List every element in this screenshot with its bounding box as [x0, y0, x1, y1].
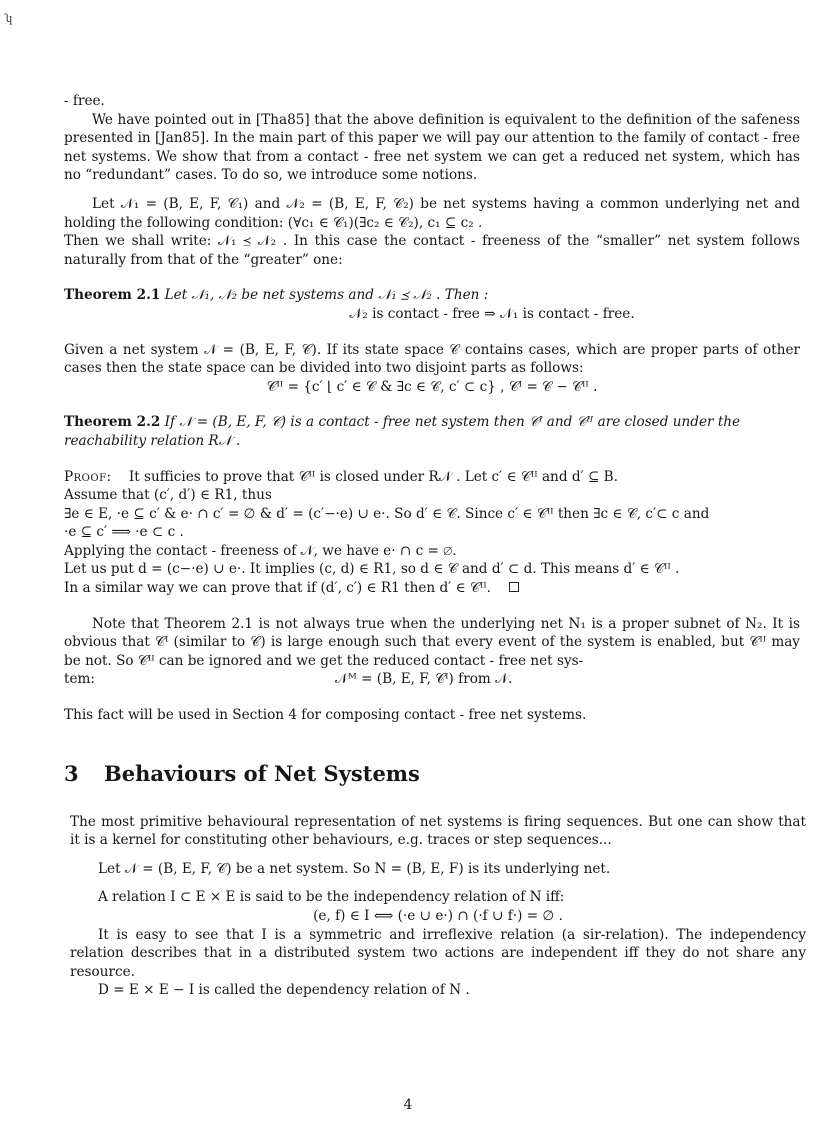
proof-line: Assume that (c′, d′) ∈ R1, thus	[64, 487, 272, 504]
paragraph-note-tail	[64, 670, 800, 689]
paragraph-definition: Let 𝒩₁ = (B, E, F, 𝒞₁) and 𝒩₂ = (B, E, F, 𝒞₂) be net systems having a common underlying net and holding the following condition: (∀c₁ ∈ 𝒞₁)(∃c₂ ∈ 𝒞₂), c₁ ⊆ c₂ .	[64, 195, 800, 231]
proof-label: Proof:	[64, 468, 112, 485]
proof-line	[64, 468, 800, 487]
paragraph-independency: A relation I ⊂ E × E is said to be the independency relation of N iff:	[98, 889, 565, 906]
paragraph-sir-relation: It is easy to see that I is a symmetric and irreflexive relation (a sir-relation). The independency relation describes that in a distributed system two actions are independent iff they do not share any resource.	[70, 926, 806, 980]
proof-line: Let us put d = (c−·e) ∪ e·. It implies (c, d) ∈ R1, so d ∈ 𝒞 and d′ ⊂ d. This means d′ ∈ 𝒞ᴵᴵ .	[64, 561, 680, 578]
theorem-2-2	[64, 413, 800, 450]
formula-independency: (e, f) ∈ I ⟺ (·e ∪ e·) ∩ (·f ∪ f·) = ∅ .	[313, 908, 563, 924]
section-heading	[64, 761, 800, 787]
proof-line: ·e ⊆ c′ ⟹ ·e ⊂ c .	[64, 524, 184, 541]
paragraph-notation: Then we shall write: 𝒩₁ ⪯ 𝒩₂ . In this case the contact - freeness of the “smaller” net system follows naturally from that of the “greater” one:	[64, 233, 800, 268]
corner-mark: ʮ	[4, 12, 13, 25]
paragraph-dependency: D = E × E − I is called the dependency relation of N .	[98, 982, 470, 999]
proof-line	[64, 579, 800, 598]
paragraph-safeness: We have pointed out in [Tha85] that the above definition is equivalent to the definition of the safeness presented in [Jan85]. In the main part of this paper we will pay our attention to the family of contact - free net systems. We show that from a contact - free net system we can get a reduced net system, which has no “redundant” cases. To do so, we introduce some notions.	[64, 111, 800, 184]
section-3-body	[70, 813, 806, 1000]
proof-text: It sufficies to prove that 𝒞ᴵᴵ is closed under R𝒩 . Let c′ ∈ 𝒞ᴵᴵ and d′ ⊆ B.	[128, 468, 618, 485]
paragraph-behaviours: The most primitive behavioural representation of net systems is firing sequences. But one can show that it is a kernel for constituting other behaviours, e.g. traces or step sequences...	[70, 813, 806, 849]
section-title: Behaviours of Net Systems	[104, 760, 420, 786]
proof-text: In a similar way we can prove that if (d′, c′) ∈ R1 then d′ ∈ 𝒞ᴵᴵ.	[64, 580, 491, 597]
note-tail-word: tem:	[64, 671, 95, 688]
theorem-2-2-statement: If 𝒩 = (B, E, F, 𝒞) is a contact - free net system then 𝒞ᴵ and 𝒞ᴵᴵ are closed under the reachability relation R𝒩 .	[64, 414, 741, 449]
paragraph-continuation: - free.	[64, 93, 105, 109]
formula-state-partition: 𝒞ᴵᴵ = {c′ ⌊ c′ ∈ 𝒞 & ∃c ∈ 𝒞, c′ ⊂ c} , 𝒞ᴵ = 𝒞 − 𝒞ᴵᴵ .	[266, 378, 598, 395]
proof-line: Applying the contact - freeness of 𝒩, we have e· ∩ c = ∅.	[64, 542, 457, 559]
proof-block	[64, 468, 800, 598]
theorem-2-1-statement: Let 𝒩₁, 𝒩₂ be net systems and 𝒩₁ ⪯ 𝒩₂ . Then :	[164, 287, 489, 304]
section-number: 3	[64, 760, 79, 786]
theorem-2-1	[64, 286, 800, 305]
theorem-2-2-heading: Theorem 2.2	[64, 414, 161, 431]
qed-square-icon	[509, 582, 519, 592]
paragraph-state-space: Given a net system 𝒩 = (B, E, F, 𝒞). If its state space 𝒞 contains cases, which are proper parts of other cases then the state space can be divided into two disjoint parts as follows:	[64, 341, 800, 377]
paragraph-net-system: Let 𝒩 = (B, E, F, 𝒞) be a net system. So N = (B, E, F) is its underlying net.	[98, 860, 611, 877]
theorem-2-1-heading: Theorem 2.1	[64, 287, 161, 304]
paragraph-section4-ref: This fact will be used in Section 4 for composing contact - free net systems.	[64, 707, 587, 724]
page-number: 4	[403, 1097, 413, 1113]
formula-reduced-system: 𝒩ᴹ = (B, E, F, 𝒞ᴵ) from 𝒩.	[334, 671, 513, 688]
proof-line: ∃e ∈ E, ·e ⊆ c′ & e· ∩ c′ = ∅ & d′ = (c′−·e) ∪ e·. So d′ ∈ 𝒞. Since c′ ∈ 𝒞ᴵᴵ then ∃c ∈ 𝒞, c′⊂ c and	[64, 505, 710, 522]
paragraph-note: Note that Theorem 2.1 is not always true when the underlying net N₁ is a proper subnet of N₂. It is obvious that 𝒞ᴵ (similar to 𝒞) is large enough such that every event of the system is enabled, but 𝒞ᴵᴵ may be not. So 𝒞ᴵᴵ can be ignored and we get the reduced contact - free net sys-	[64, 615, 800, 669]
page-body	[64, 92, 806, 1000]
theorem-2-1-implication: 𝒩₂ is contact - free ⇒ 𝒩₁ is contact - free.	[349, 305, 635, 322]
